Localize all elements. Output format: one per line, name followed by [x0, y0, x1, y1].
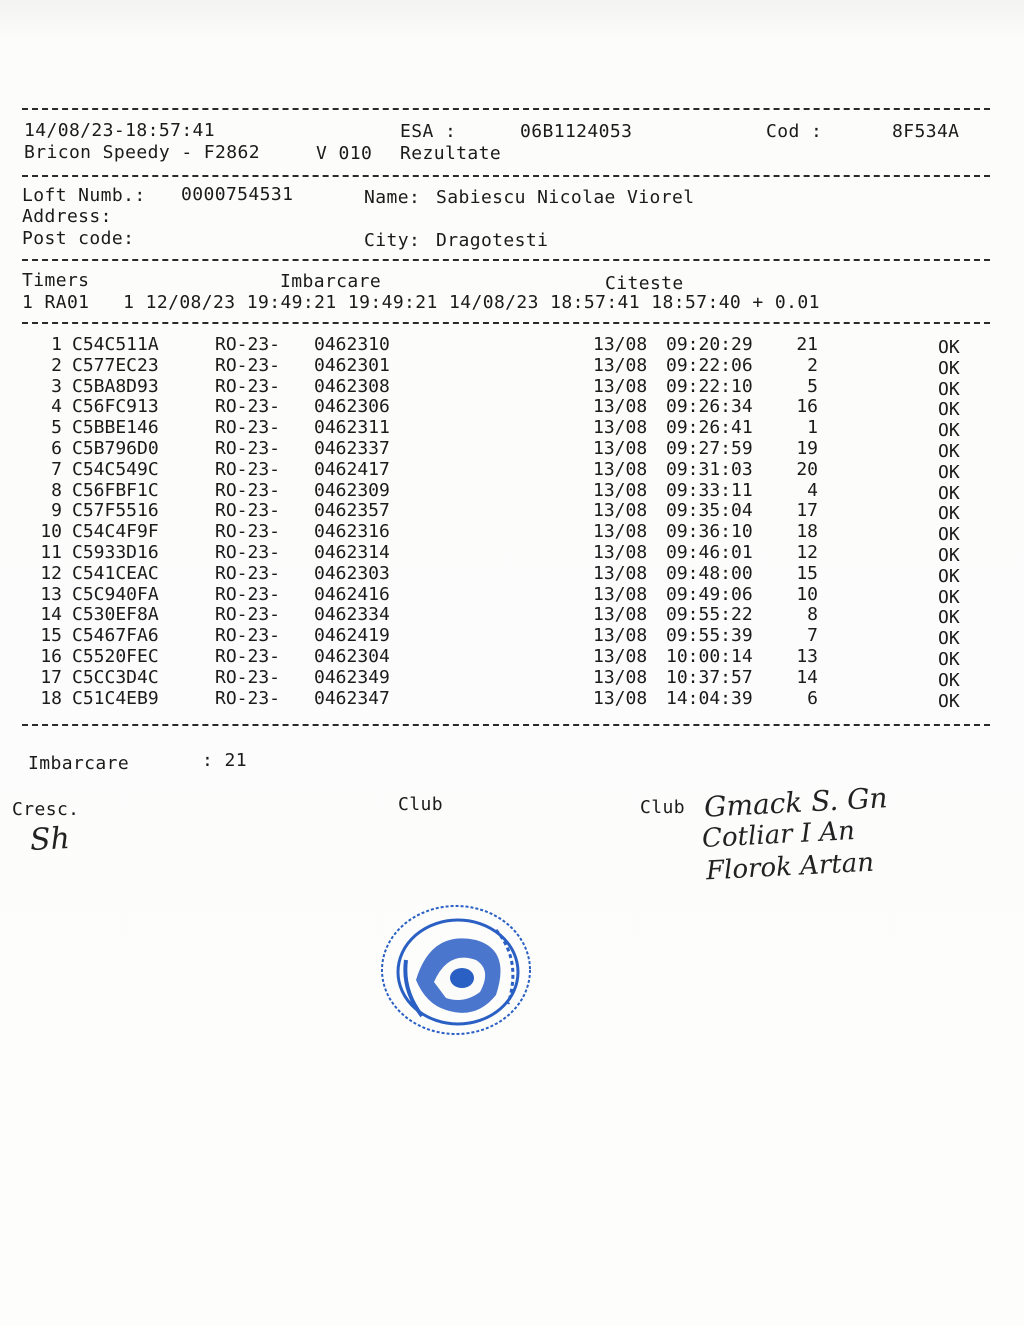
result-chip: C5C940FA — [72, 583, 159, 605]
result-time: 09:35:04 — [666, 500, 753, 522]
result-ring-number: 0462311 — [314, 417, 390, 439]
result-date: 13/08 — [593, 458, 648, 480]
result-date: 13/08 — [593, 583, 648, 605]
result-position: 20 — [796, 458, 818, 480]
result-position: 19 — [796, 438, 818, 459]
table-row — [0, 375, 1000, 400]
result-position: 8 — [807, 604, 818, 626]
result-status: OK — [938, 337, 960, 358]
result-time: 09:31:03 — [666, 458, 753, 480]
footer-embark-label: Imbarcare — [28, 753, 130, 774]
result-ring-prefix: RO-23- — [215, 500, 281, 522]
result-time: 09:49:06 — [666, 583, 753, 605]
result-time: 09:55:22 — [666, 604, 753, 626]
result-index: 8 — [51, 479, 62, 501]
result-status: OK — [938, 628, 960, 650]
result-ring-prefix: RO-23- — [215, 646, 281, 667]
result-time: 09:55:39 — [666, 625, 753, 647]
result-ring-number: 0462337 — [314, 438, 390, 459]
result-ring-prefix: RO-23- — [215, 438, 281, 459]
result-position: 2 — [807, 354, 818, 376]
result-position: 13 — [796, 646, 818, 667]
result-time: 10:37:57 — [666, 666, 753, 688]
result-chip: C54C4F9F — [72, 521, 159, 543]
result-index: 6 — [51, 438, 62, 459]
table-row — [0, 479, 1000, 504]
breeder-signature: Sh — [29, 820, 71, 859]
table-row — [0, 666, 1000, 691]
result-ring-prefix: RO-23- — [215, 354, 281, 376]
result-status: OK — [938, 461, 960, 483]
result-chip: C530EF8A — [72, 604, 159, 626]
result-position: 15 — [796, 562, 818, 584]
table-row — [0, 646, 1000, 670]
result-ring-number: 0462349 — [314, 666, 390, 688]
device-name: Bricon Speedy - F2862 — [24, 142, 260, 163]
result-ring-prefix: RO-23- — [215, 625, 281, 647]
result-date: 13/08 — [593, 542, 648, 563]
result-position: 14 — [796, 666, 818, 688]
loft-number: 0000754531 — [181, 184, 294, 205]
table-row — [0, 458, 1000, 483]
result-index: 12 — [40, 562, 62, 584]
result-chip: C5BA8D93 — [72, 375, 159, 397]
result-ring-prefix: RO-23- — [215, 542, 281, 563]
result-date: 13/08 — [593, 687, 648, 709]
result-index: 3 — [51, 375, 62, 397]
result-ring-prefix: RO-23- — [215, 396, 281, 418]
table-row — [0, 500, 1000, 525]
fancier-name: Sabiescu Nicolae Viorel — [436, 187, 695, 208]
result-date: 13/08 — [593, 625, 648, 647]
result-date: 13/08 — [593, 396, 648, 418]
result-index: 11 — [40, 542, 62, 563]
result-position: 16 — [796, 396, 818, 418]
result-time: 09:48:00 — [666, 562, 753, 584]
loft-label: Loft Numb.: — [22, 185, 146, 206]
table-row — [0, 604, 1000, 629]
result-ring-number: 0462357 — [314, 500, 390, 522]
result-position: 7 — [807, 625, 818, 647]
table-row — [0, 542, 1000, 566]
result-index: 17 — [40, 666, 62, 688]
result-ring-number: 0462314 — [314, 542, 390, 563]
result-date: 13/08 — [593, 417, 648, 439]
result-ring-number: 0462419 — [314, 625, 390, 647]
result-index: 18 — [40, 687, 62, 709]
result-chip: C51C4EB9 — [72, 687, 159, 709]
table-row — [0, 562, 1000, 587]
result-status: OK — [938, 524, 960, 546]
postcode-label: Post code: — [22, 228, 135, 249]
table-row — [0, 583, 1000, 608]
result-time: 09:20:29 — [666, 334, 753, 355]
table-row — [0, 438, 1000, 462]
result-time: 09:22:06 — [666, 354, 753, 376]
result-status: OK — [938, 690, 960, 712]
divider-timers — [22, 322, 990, 324]
result-position: 12 — [796, 542, 818, 563]
result-status: OK — [938, 649, 960, 670]
result-chip: C5CC3D4C — [72, 666, 159, 688]
address-label: Address: — [22, 206, 112, 227]
cod-value: 8F534A — [892, 121, 960, 142]
result-chip: C57F5516 — [72, 500, 159, 522]
result-index: 2 — [51, 354, 62, 376]
result-ring-number: 0462416 — [314, 583, 390, 605]
result-status: OK — [938, 586, 960, 608]
result-position: 4 — [807, 479, 818, 501]
result-time: 09:22:10 — [666, 375, 753, 397]
club-stamp-icon — [376, 900, 536, 1040]
result-position: 10 — [796, 583, 818, 605]
timers-read-label: Citeste — [605, 273, 684, 294]
result-ring-prefix: RO-23- — [215, 458, 281, 480]
result-chip: C541CEAC — [72, 562, 159, 584]
result-time: 09:46:01 — [666, 542, 753, 563]
divider-top — [22, 108, 990, 110]
result-position: 18 — [796, 521, 818, 543]
result-ring-number: 0462334 — [314, 604, 390, 626]
result-status: OK — [938, 545, 960, 566]
result-ring-prefix: RO-23- — [215, 687, 281, 709]
timers-label: Timers — [22, 270, 90, 291]
result-time: 09:33:11 — [666, 479, 753, 501]
timers-embark-label: Imbarcare — [280, 271, 382, 292]
divider-results — [22, 724, 990, 726]
divider-fancier — [22, 259, 990, 261]
result-date: 13/08 — [593, 354, 648, 376]
result-time: 09:36:10 — [666, 521, 753, 543]
table-row — [0, 521, 1000, 546]
result-index: 10 — [40, 521, 62, 543]
result-position: 1 — [807, 417, 818, 439]
device-version: V 010 — [316, 143, 373, 164]
result-chip: C5933D16 — [72, 542, 159, 563]
table-row — [0, 334, 1000, 358]
result-time: 09:26:34 — [666, 396, 753, 418]
result-time: 09:27:59 — [666, 438, 753, 459]
club-signature-line-1: Gmack S. Gn — [703, 781, 889, 824]
result-chip: C54C549C — [72, 458, 159, 480]
result-date: 13/08 — [593, 521, 648, 543]
report-datetime: 14/08/23-18:57:41 — [24, 120, 216, 141]
footer-embark-value: : 21 — [202, 750, 247, 771]
result-ring-number: 0462417 — [314, 458, 390, 480]
table-row — [0, 417, 1000, 442]
result-chip: C5B796D0 — [72, 438, 159, 459]
club-label-2: Club — [640, 797, 685, 818]
result-date: 13/08 — [593, 334, 648, 355]
result-ring-prefix: RO-23- — [215, 666, 281, 688]
result-ring-number: 0462316 — [314, 521, 390, 543]
name-label: Name: — [364, 187, 421, 208]
result-status: OK — [938, 420, 960, 442]
result-chip: C56FBF1C — [72, 479, 159, 501]
result-index: 5 — [51, 417, 62, 439]
result-ring-prefix: RO-23- — [215, 375, 281, 397]
result-ring-number: 0462306 — [314, 396, 390, 418]
result-ring-number: 0462301 — [314, 354, 390, 376]
result-date: 13/08 — [593, 646, 648, 667]
result-time: 09:26:41 — [666, 417, 753, 439]
result-index: 15 — [40, 625, 62, 647]
result-date: 13/08 — [593, 375, 648, 397]
result-chip: C5BBE146 — [72, 417, 159, 439]
result-time: 14:04:39 — [666, 687, 753, 709]
result-index: 9 — [51, 500, 62, 522]
result-ring-prefix: RO-23- — [215, 583, 281, 605]
result-status: OK — [938, 482, 960, 504]
city-label: City: — [364, 230, 421, 251]
result-chip: C577EC23 — [72, 354, 159, 376]
divider-header — [22, 175, 990, 177]
club-label-1: Club — [398, 794, 443, 815]
result-position: 17 — [796, 500, 818, 522]
result-date: 13/08 — [593, 666, 648, 688]
result-chip: C5467FA6 — [72, 625, 159, 647]
result-chip: C5520FEC — [72, 646, 159, 667]
result-index: 13 — [40, 583, 62, 605]
result-time: 10:00:14 — [666, 646, 753, 667]
result-date: 13/08 — [593, 604, 648, 626]
result-date: 13/08 — [593, 562, 648, 584]
esa-value: 06B1124053 — [520, 121, 633, 142]
table-row — [0, 625, 1000, 650]
result-index: 4 — [51, 396, 62, 418]
result-date: 13/08 — [593, 500, 648, 522]
result-ring-number: 0462304 — [314, 646, 390, 667]
result-ring-prefix: RO-23- — [215, 562, 281, 584]
result-status: OK — [938, 378, 960, 400]
table-row — [0, 687, 1000, 712]
esa-label: ESA : — [400, 121, 457, 142]
result-chip: C54C511A — [72, 334, 159, 355]
cod-label: Cod : — [766, 121, 823, 142]
result-ring-prefix: RO-23- — [215, 417, 281, 439]
result-ring-number: 0462303 — [314, 562, 390, 584]
result-index: 7 — [51, 458, 62, 480]
result-date: 13/08 — [593, 438, 648, 459]
table-row — [0, 396, 1000, 421]
result-index: 14 — [40, 604, 62, 626]
timers-line: 1 RA01 1 12/08/23 19:49:21 19:49:21 14/08/23 18:57:41 18:57:40 + 0.01 — [22, 292, 820, 313]
result-index: 1 — [51, 334, 62, 355]
cresc-label: Cresc. — [12, 799, 80, 820]
result-chip: C56FC913 — [72, 396, 159, 418]
result-ring-prefix: RO-23- — [215, 604, 281, 626]
result-index: 16 — [40, 646, 62, 667]
result-position: 21 — [796, 334, 818, 355]
result-status: OK — [938, 441, 960, 462]
result-status: OK — [938, 565, 960, 587]
club-signature-line-2: Cotliar I An — [701, 816, 856, 854]
result-ring-number: 0462347 — [314, 687, 390, 709]
result-status: OK — [938, 357, 960, 379]
result-ring-prefix: RO-23- — [215, 334, 281, 355]
result-position: 5 — [807, 375, 818, 397]
report-title: Rezultate — [400, 143, 502, 164]
city-value: Dragotesti — [436, 230, 549, 251]
result-status: OK — [938, 669, 960, 691]
table-row — [0, 354, 1000, 379]
result-ring-number: 0462309 — [314, 479, 390, 501]
result-position: 6 — [807, 687, 818, 709]
result-ring-number: 0462308 — [314, 375, 390, 397]
result-ring-prefix: RO-23- — [215, 479, 281, 501]
result-status: OK — [938, 503, 960, 525]
result-status: OK — [938, 399, 960, 421]
result-ring-number: 0462310 — [314, 334, 390, 355]
club-signature-line-3: Florok Artan — [705, 847, 875, 887]
result-date: 13/08 — [593, 479, 648, 501]
result-status: OK — [938, 607, 960, 629]
result-ring-prefix: RO-23- — [215, 521, 281, 543]
